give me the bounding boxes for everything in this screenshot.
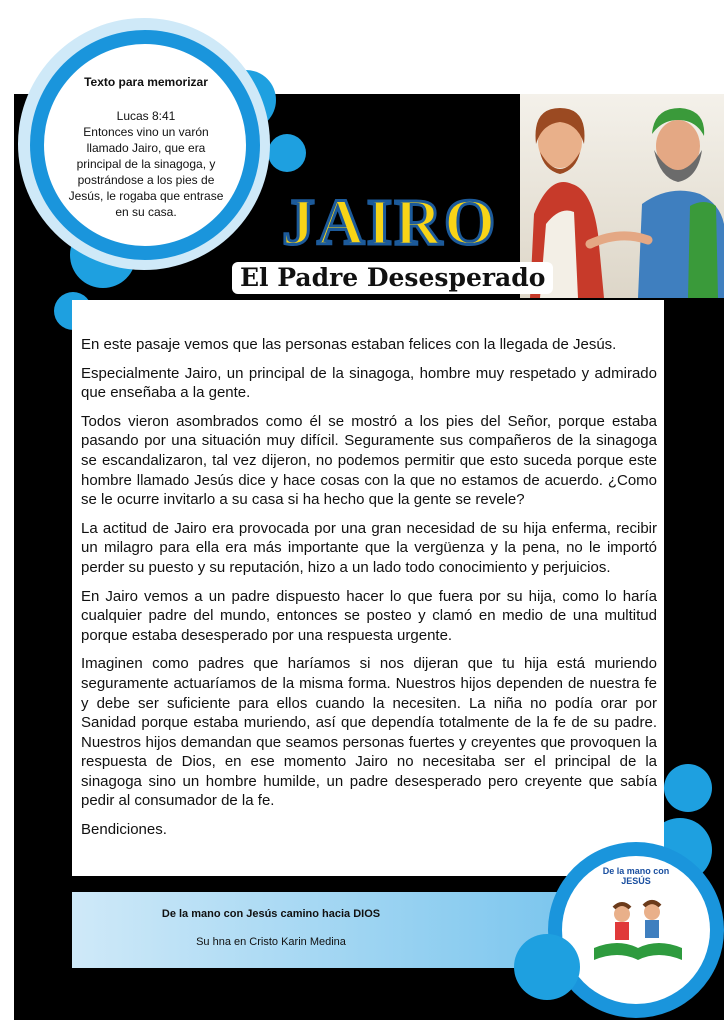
paragraph: La actitud de Jairo era provocada por una gran necesidad de su hija enferma, recibir un milagro para ella era más importante que la vergüenza y la pena, no le importó perder su puesto y su reputación, hizo a un lado todo conocimiento y perjuicios.: [81, 519, 657, 576]
footer-author: Su hna en Cristo Karin Medina: [196, 936, 346, 948]
memory-reference: Lucas 8:41: [116, 109, 176, 123]
memory-heading: Texto para memorizar: [84, 75, 208, 89]
paragraph: En Jairo vemos a un padre dispuesto hacer lo que fuera por su hija, como lo haría cualquier padre del mundo, entonces se posteo y clamó en medio de una multitud porque estaba desesperado por una respuesta urgente.: [81, 587, 657, 644]
paragraph: En este pasaje vemos que las personas estaban felices con la llegada de Jesús.: [81, 336, 617, 353]
footer-banner: [72, 892, 562, 968]
bubble-decoration: [514, 934, 580, 1000]
logo-text: De la mano con JESÚS: [602, 866, 670, 886]
memory-verse-box: [64, 74, 228, 220]
paragraph: Especialmente Jairo, un principal de la sinagoga, hombre muy respetado y admirado que enseñaba a la gente.: [81, 364, 657, 402]
bubble-decoration: [268, 134, 306, 172]
memory-verse: Entonces vino un varón llamado Jairo, que era principal de la sinagoga, y postrándose a los pies de Jesús, le rogaba que entrase en su casa.: [68, 125, 224, 219]
body-text: [81, 335, 657, 849]
kids-book-logo-icon: [588, 888, 688, 968]
subtitle: El Padre Desesperado: [232, 262, 553, 294]
paragraph: Bendiciones.: [81, 821, 167, 839]
footer-slogan: De la mano con Jesús camino hacia DIOS: [161, 908, 381, 920]
paragraph: Todos vieron asombrados como él se mostró a los pies del Señor, porque estaba pasando por una situación muy difícil. Seguramente sus compañeros de la sinagoga se escandalizaron, tal vez dijeron, no podemos permitir que esto suceda porque este hombre llamado Jesús dice y hace cosas con la que no estamos de acuerdo. ¿Como se le ocurre invitarlo a su casa si ha hecho que la gente se revele?: [81, 412, 657, 509]
title-jairo: JAIRO: [282, 186, 498, 259]
paragraph: Imaginen como padres que haríamos si nos dijeran que tu hija está muriendo seguramente actuaríamos de la misma forma. Nuestros hijos dependen de nuestra fe y debe ser suficiente para ellos cuando la necesiten. La niña no podía orar por Sanidad porque estaba muriendo, así que dependía totalmente de la fe de su padre. Nuestros hijos demandan que seamos personas fuertes y creyentes que provoquen la respuesta de Dios, en ese momento Jairo no necesitaba ser el principal de la sinagoga sino un hombre humilde, un padre desesperado pero creyente que sabía pedir al consumador de la fe.: [81, 655, 657, 810]
bubble-decoration: [664, 764, 712, 812]
